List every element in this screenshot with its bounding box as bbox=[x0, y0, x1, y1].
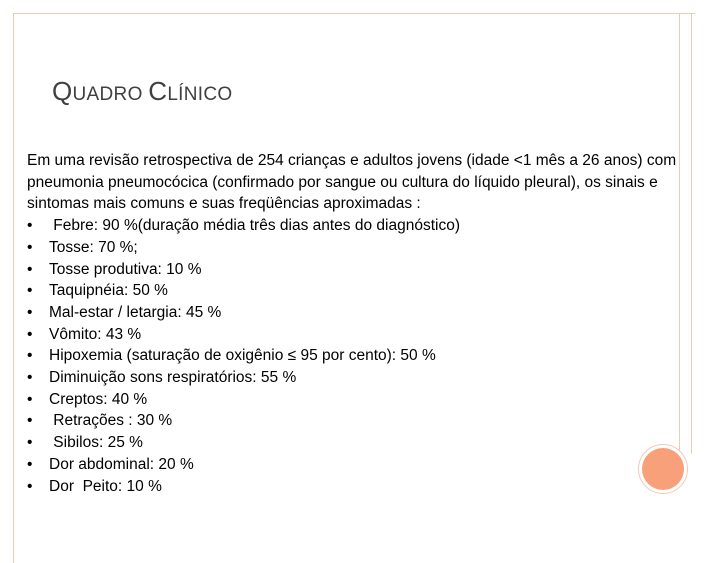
list-item-text: Sibilos: 25 % bbox=[49, 434, 143, 452]
decorative-line bbox=[691, 14, 692, 454]
list-item bbox=[27, 237, 687, 259]
list-item-text: Hipoxemia (saturação de oxigênio ≤ 95 por cento): 50 % bbox=[49, 347, 436, 365]
bullet: • bbox=[27, 282, 33, 300]
list-item-text: Taquipnéia: 50 % bbox=[49, 282, 168, 300]
list-item bbox=[27, 476, 687, 498]
list-item bbox=[27, 389, 687, 411]
list-item bbox=[27, 302, 687, 324]
bullet: • bbox=[27, 455, 33, 473]
list-item-text: Febre: 90 %(duração média três dias antes do diagnóstico) bbox=[49, 217, 460, 235]
intro-paragraph: Em uma revisão retrospectiva de 254 crianças e adultos jovens (idade <1 mês a 26 anos) com pneumonia pneumocócica (confirmado por sangue ou cultura do líquido pleural), os sinais e sintomas mais comuns e suas freqüências aproximadas : bbox=[27, 152, 677, 213]
bullet: • bbox=[27, 260, 33, 278]
list-item bbox=[27, 280, 687, 302]
list-item-text: Tosse produtiva: 10 % bbox=[49, 260, 202, 278]
bullet: • bbox=[27, 369, 33, 387]
bullet: • bbox=[27, 434, 33, 452]
title-initial: C bbox=[148, 76, 168, 106]
bullet: • bbox=[27, 390, 33, 408]
list-item-text: Dor Peito: 10 % bbox=[49, 477, 162, 495]
list-item bbox=[27, 259, 687, 281]
list-item bbox=[27, 215, 687, 237]
slide-title bbox=[52, 76, 232, 107]
slide-body bbox=[27, 150, 687, 497]
list-item bbox=[27, 410, 687, 432]
bullet: • bbox=[27, 477, 33, 495]
list-item-text: Mal-estar / letargia: 45 % bbox=[49, 303, 222, 321]
list-item-text: Creptos: 40 % bbox=[49, 390, 148, 408]
list-item-text: Retrações : 30 % bbox=[49, 412, 173, 430]
symptom-list bbox=[27, 215, 687, 497]
list-item-text: Vômito: 43 % bbox=[49, 325, 142, 343]
list-item bbox=[27, 454, 687, 476]
title-rest: LÍNICO bbox=[167, 84, 233, 105]
bullet: • bbox=[27, 238, 33, 256]
list-item bbox=[27, 432, 687, 454]
title-rest: UADRO bbox=[72, 84, 149, 105]
list-item-text: Diminuição sons respiratórios: 55 % bbox=[49, 369, 297, 387]
bullet: • bbox=[27, 412, 33, 430]
list-item-text: Tosse: 70 %; bbox=[49, 238, 138, 256]
bullet: • bbox=[27, 325, 33, 343]
bullet: • bbox=[27, 217, 33, 235]
bullet: • bbox=[27, 303, 33, 321]
list-item bbox=[27, 367, 687, 389]
list-item-text: Dor abdominal: 20 % bbox=[49, 455, 194, 473]
list-item bbox=[27, 324, 687, 346]
title-initial: Q bbox=[52, 76, 73, 106]
bullet: • bbox=[27, 347, 33, 365]
list-item bbox=[27, 345, 687, 367]
